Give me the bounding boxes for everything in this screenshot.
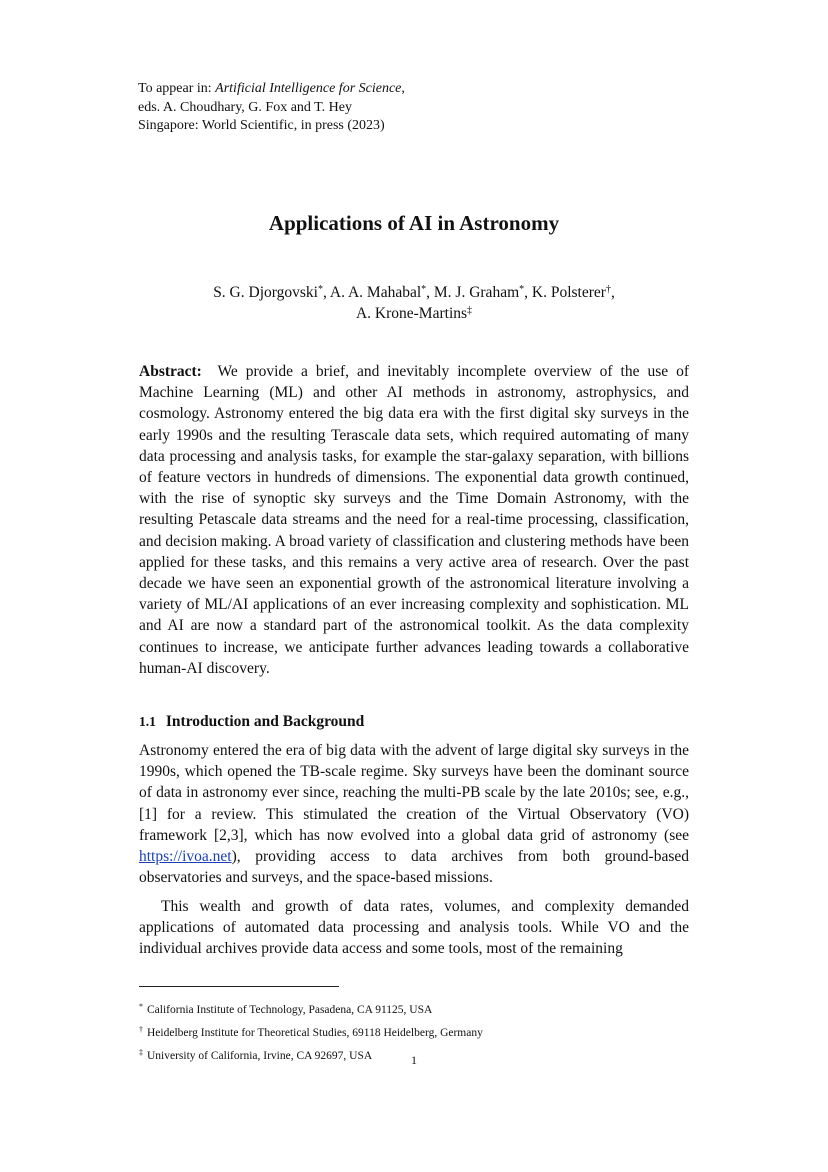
affiliation-mark: * [421, 284, 427, 295]
affiliation-mark: * [519, 284, 525, 295]
author-name: , M. J. Graham [426, 284, 520, 301]
ivoa-link[interactable]: https://ivoa.net [139, 848, 232, 866]
author-name: A. Krone-Martins [355, 305, 468, 322]
author-line-1: S. G. Djorgovski*, A. A. Mahabal*, M. J. Graham*, K. Polsterer†, [213, 284, 615, 301]
affiliation-mark: * [317, 284, 323, 295]
affiliation-mark: † [605, 284, 611, 295]
body-paragraph: Astronomy entered the era of big data with the advent of large digital sky surveys in the 1990s, which opened the TB-scale regime. Sky surveys have been the dominant source of data in astronomy ever since, reaching the multi-PB scale by the late 2010s; see, e.g., [1] for a review. This stimulated the creation of the Virtual Observatory (VO) framework [2,3], which has now evolved into a global data grid of astronomy (see https://ivoa.net), providing access to data archives from both ground-based observatories and surveys, and the space-based missions. [139, 742, 689, 887]
author-name: , A. A. Mahabal [322, 284, 422, 301]
abstract [139, 361, 689, 679]
page-number: 1 [411, 1053, 417, 1067]
publication-note-line-1: To appear in: Artificial Intelligence for Science, [138, 81, 405, 96]
abstract-label: Abstract: [139, 363, 202, 380]
abstract-text: We provide a brief, and inevitably incomplete overview of the use of Machine Learning (ML) and other AI methods in astronomy, astrophysics, and cosmology. Astronomy entered the big data era with the first digital sky surveys in the early 1990s and the resulting Terascale data sets, which required automating of many data processing and analysis tasks, for example the star-galaxy separation, with billions of feature vectors in hundreds of dimensions. The exponential data growth continued, with the rise of synoptic sky surveys and the Time Domain Astronomy, with the resulting Petascale data streams and the need for a real-time processing, classification, and decision making. A broad variety of classification and clustering methods have been applied for these tasks, and this remains a very active area of research. Over the past decade we have seen an exponential growth of the astronomical literature involving a variety of ML/AI applications of an ever increasing complexity and sophistication. ML and AI are now a standard part of the astronomical toolkit. As the data complexity continues to increase, we anticipate further advances leading towards a collaborative human-AI discovery. [139, 363, 689, 677]
section-number: 1.1 [139, 714, 156, 729]
footnote-mark: † [139, 1025, 143, 1034]
footnote-divider [139, 986, 339, 987]
author-name: , K. Polsterer [524, 284, 606, 301]
affiliation-mark: ‡ [467, 305, 473, 316]
footnote-mark: ‡ [139, 1048, 143, 1057]
paper-title: Applications of AI in Astronomy [268, 211, 560, 235]
publication-note-line-2: eds. A. Choudhary, G. Fox and T. Hey [138, 99, 352, 115]
footnote-mark: * [139, 1002, 143, 1011]
author-line-2 [0, 303, 828, 324]
book-title: Artificial Intelligence for Science [215, 81, 402, 96]
author-list [0, 282, 828, 324]
footnote: ‡ University of California, Irvine, CA 92697, USA [139, 1048, 373, 1062]
footnote: * California Institute of Technology, Pasadena, CA 91125, USA [139, 1002, 433, 1016]
footnote: † Heidelberg Institute for Theoretical Studies, 69118 Heidelberg, Germany [139, 1025, 483, 1039]
author-name: S. G. Djorgovski [213, 284, 318, 301]
publication-note [138, 80, 698, 136]
section-heading [139, 711, 689, 733]
publication-note-line-3: Singapore: World Scientific, in press (2023) [138, 118, 385, 133]
body-paragraph: This wealth and growth of data rates, volumes, and complexity demanded applications of automated data processing and analysis tools. While VO and the individual archives provide data access and some tools, most of the remaining [139, 898, 689, 958]
section-title: Introduction and Background [165, 713, 365, 730]
